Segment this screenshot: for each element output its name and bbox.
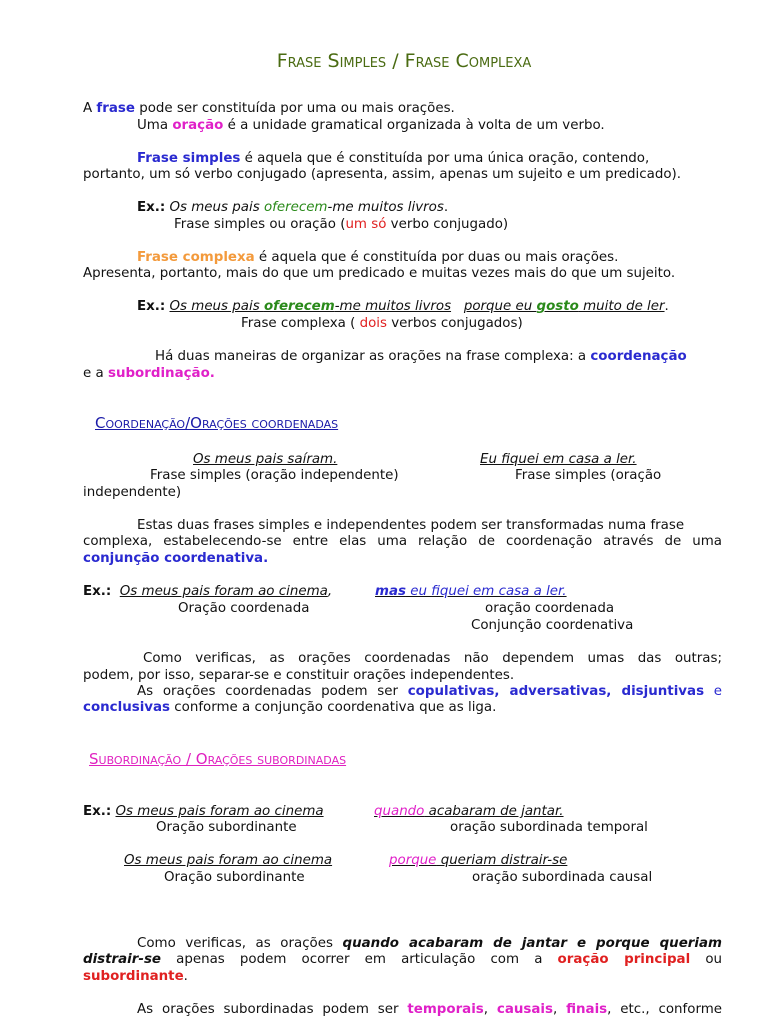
text-line: Como verificas, as orações coordenadas não dependem umas das outras; (143, 651, 722, 666)
caption: oração subordinada causal (472, 870, 653, 885)
text: apenas podem ocorrer em articulação com a (161, 952, 558, 967)
text: acabaram de jantar. (424, 804, 564, 819)
text: verbo conjugado) (386, 217, 509, 232)
text: eu fiquei em casa a ler. (405, 584, 567, 599)
text: e (704, 684, 723, 699)
term-temporais: temporais (407, 1002, 484, 1017)
highlight: distrair-se (83, 952, 161, 967)
text: dois (359, 316, 387, 331)
text: verbos conjugados) (387, 316, 523, 331)
text: A (83, 101, 97, 116)
example-3-second (375, 583, 567, 600)
caption: Frase simples (oração (515, 468, 662, 483)
text: é a unidade gramatical organizada à volta de um verbo. (223, 118, 605, 133)
section-heading-coordenacao: Coordenação/Orações coordenadas (95, 414, 339, 432)
example-1-caption (174, 216, 508, 233)
text: , (327, 584, 333, 599)
caption: Oração coordenada (178, 601, 310, 616)
verb: oferecem (263, 299, 335, 314)
section-heading-subordinacao: Subordinação / Orações subordinadas (89, 750, 347, 768)
example-2-caption (241, 315, 523, 332)
example-sentence: Eu fiquei em casa a ler. (480, 452, 637, 467)
text: , etc., conforme (607, 1002, 723, 1017)
text: , (483, 1002, 497, 1017)
verb: oferecem (263, 200, 328, 215)
text-line: Estas duas frases simples e independentes podem ser transformadas numa frase (137, 518, 685, 533)
text: , (552, 1002, 567, 1017)
text-line: Apresenta, portanto, mais do que um predicado e muitas vezes mais do que um sujeito. (83, 266, 676, 281)
caption: oração coordenada (485, 601, 615, 616)
text: Uma (137, 118, 173, 133)
example-4 (83, 803, 324, 820)
term-subordinante: subordinante (83, 969, 184, 984)
text: ou (690, 952, 722, 967)
example-5-second (389, 852, 567, 869)
text-line (83, 968, 188, 985)
example-3 (83, 583, 332, 600)
caption: Frase simples (oração independente) (150, 468, 399, 483)
text: As orações subordinadas podem ser (137, 1002, 408, 1017)
text: Os meus pais foram ao cinema (115, 804, 324, 819)
caption: oração subordinada temporal (450, 820, 648, 835)
text: porque eu (463, 299, 537, 314)
text: Frase complexa ( (241, 316, 360, 331)
term-conjuncao-coordenativa: conjunção coordenativa. (83, 551, 269, 566)
term-frase: frase (96, 101, 135, 116)
ex-label: Ex.: (137, 299, 166, 314)
example-sentence: Os meus pais saíram. (193, 452, 338, 467)
term-finais: finais (566, 1002, 608, 1017)
term-oracao-principal: oração principal (557, 952, 691, 967)
ex-label: Ex.: (83, 804, 112, 819)
text: . (664, 299, 669, 314)
text: pode ser constituída por uma ou mais orações. (134, 101, 455, 116)
text: . (183, 969, 188, 984)
term-causais: causais (496, 1002, 553, 1017)
text: -me muitos livros (334, 299, 452, 314)
example-1 (137, 199, 448, 216)
text-line (137, 683, 722, 700)
caption: independente) (83, 485, 182, 500)
intro-line (83, 100, 455, 117)
example-4-second (374, 803, 564, 820)
frase-simples-definition (137, 150, 649, 167)
text-line (83, 951, 722, 968)
text-line: complexa, estabelecendo-se entre elas uma relação de coordenação através de uma (83, 534, 722, 549)
caption: Oração subordinante (164, 870, 305, 885)
text: Os meus pais foram ao cinema (119, 584, 328, 599)
text-line (83, 699, 496, 716)
text-line (137, 935, 722, 952)
term-conclusivas: conclusivas (83, 700, 171, 715)
text: muito de ler (578, 299, 665, 314)
ex-label: Ex.: (83, 584, 112, 599)
term-types: copulativas, adversativas, disjuntivas (407, 684, 705, 699)
example-5: Os meus pais foram ao cinema (124, 853, 333, 868)
example-2 (137, 298, 669, 315)
term-frase-complexa: Frase complexa (137, 250, 255, 265)
caption: Oração subordinante (156, 820, 297, 835)
verb: gosto (536, 299, 579, 314)
page-title: Frase Simples / Frase Complexa (276, 50, 532, 72)
text-line (137, 1001, 722, 1018)
text: Os meus pais (165, 200, 264, 215)
term-frase-simples: Frase simples (137, 151, 241, 166)
text: -me muitos livros (327, 200, 444, 215)
caption: Conjunção coordenativa (471, 618, 634, 633)
text: . (443, 200, 449, 215)
text: conforme a conjunção coordenativa que as liga. (170, 700, 497, 715)
text: Há duas maneiras de organizar as orações na frase complexa: a (155, 349, 591, 364)
text: é aquela que é constituída por duas ou mais orações. (254, 250, 619, 265)
conjunction: quando (374, 804, 425, 819)
text: Os meus pais (169, 299, 264, 314)
frase-complexa-definition (137, 249, 618, 266)
text-line: podem, por isso, separar-se e constituir orações independentes. (83, 668, 515, 683)
text: Frase simples ou oração ( (174, 217, 346, 232)
text-line: portanto, um só verbo conjugado (apresenta, assim, apenas um sujeito e um predicado). (83, 167, 682, 182)
term-coordenacao: coordenação (590, 349, 687, 364)
text-line (155, 348, 687, 365)
text: Como verificas, as orações (137, 936, 343, 951)
text-line (83, 365, 215, 382)
term-subordinacao: subordinação. (107, 366, 215, 381)
conjunction: mas (375, 584, 406, 599)
term-oracao: oração (172, 118, 224, 133)
highlight: quando acabaram de jantar e porque queriam (342, 936, 722, 951)
text: As orações coordenadas podem ser (137, 684, 408, 699)
conjunction: porque (389, 853, 437, 868)
text: um só (345, 217, 387, 232)
text: queriam distrair-se (436, 853, 568, 868)
ex-label: Ex.: (137, 200, 166, 215)
text: é aquela que é constituída por uma única oração, contendo, (240, 151, 650, 166)
text: e a (83, 366, 108, 381)
oracao-definition (137, 117, 605, 134)
